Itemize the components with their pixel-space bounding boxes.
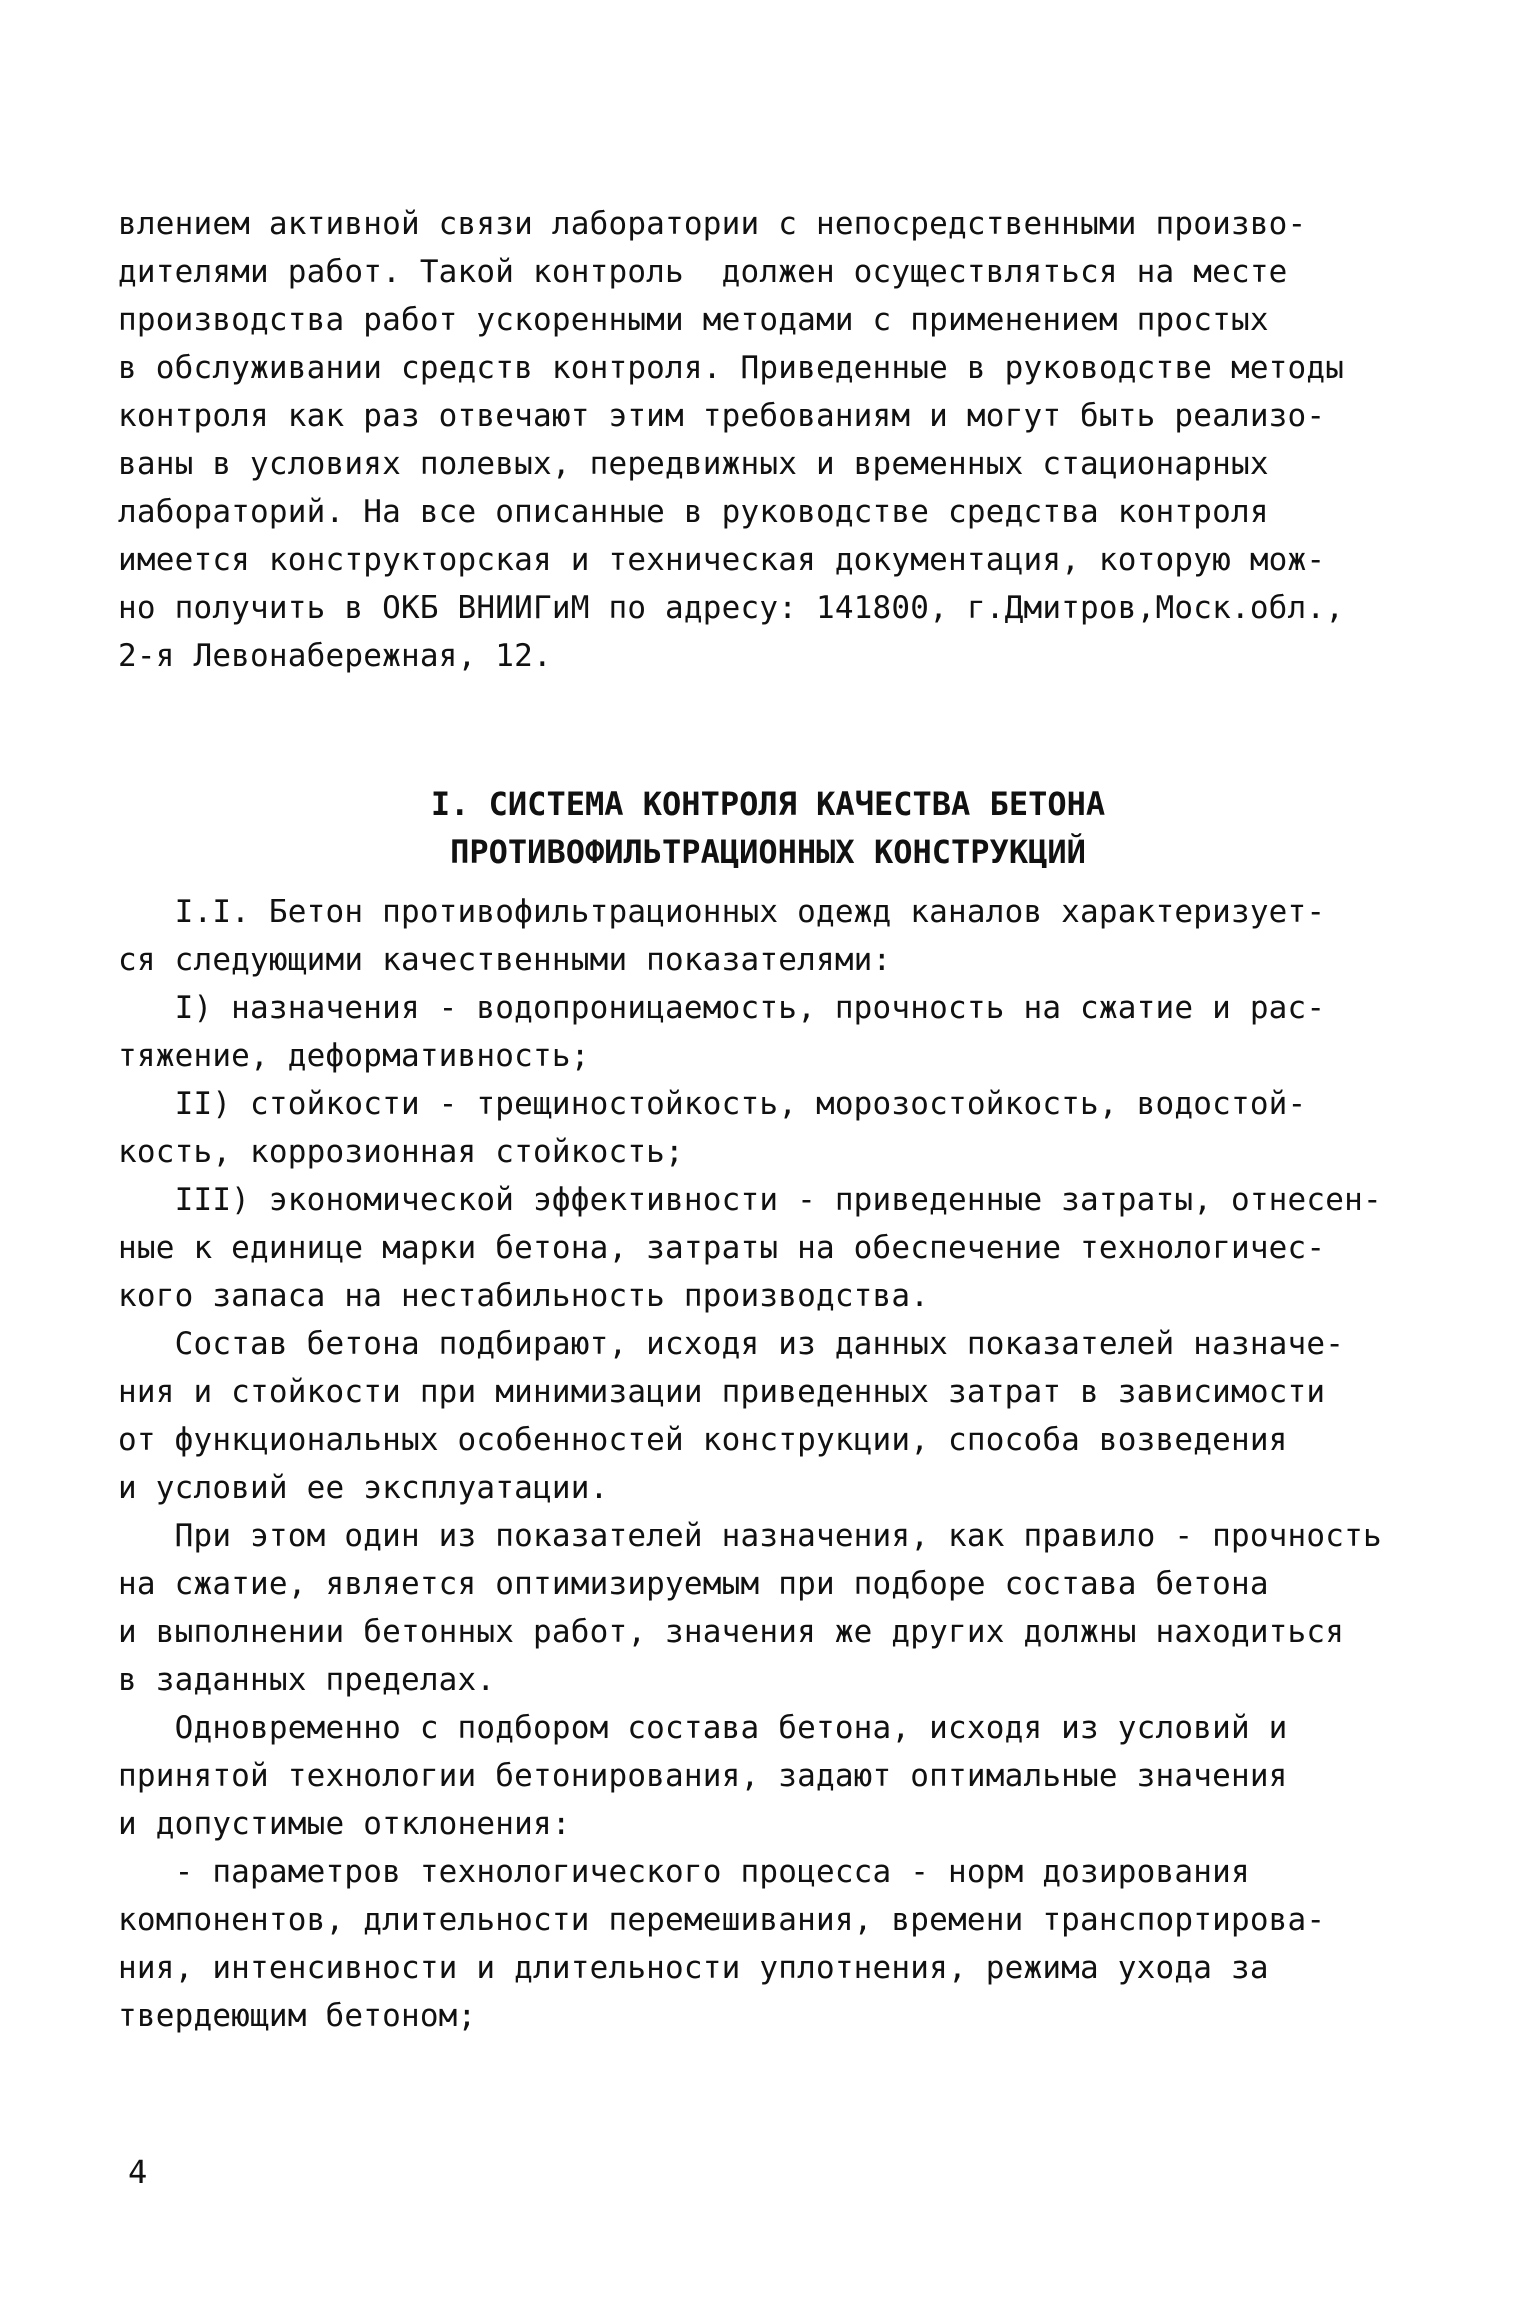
text-line: но получить в ОКБ ВНИИГиМ по адресу: 141800, г.Дмитров,Моск.обл.,	[118, 590, 1345, 626]
text-line: ные к единице марки бетона, затраты на обеспечение технологичес-	[118, 1230, 1326, 1266]
text-line: ваны в условиях полевых, передвижных и временных стационарных	[118, 446, 1269, 482]
text-line: ся следующими качественными показателями:	[118, 942, 892, 978]
text-line: влением активной связи лаборатории с непосредственными произво-	[118, 206, 1307, 242]
text-line: - параметров технологического процесса - норм дозирования	[118, 1854, 1250, 1890]
text-line: I) назначения - водопроницаемость, прочность на сжатие и рас-	[118, 990, 1326, 1026]
text-line: лабораторий. На все описанные в руководстве средства контроля	[118, 494, 1269, 530]
text-line: в обслуживании средств контроля. Приведенные в руководстве методы	[118, 350, 1345, 386]
text-line: от функциональных особенностей конструкции, способа возведения	[118, 1422, 1288, 1458]
section-heading-line-2: ПРОТИВОФИЛЬТРАЦИОННЫХ КОНСТРУКЦИЙ	[450, 833, 1086, 871]
text-line: на сжатие, является оптимизируемым при подборе состава бетона	[118, 1566, 1269, 1602]
text-line: I.I. Бетон противофильтрационных одежд каналов характеризует-	[118, 894, 1326, 930]
text-line: III) экономической эффективности - приведенные затраты, отнесен-	[118, 1182, 1382, 1218]
text-line: в заданных пределах.	[118, 1662, 496, 1698]
text-line: имеется конструкторская и техническая документация, которую мож-	[118, 542, 1326, 578]
text-line: и выполнении бетонных работ, значения же других должны находиться	[118, 1614, 1345, 1650]
text-line: кость, коррозионная стойкость;	[118, 1134, 684, 1170]
text-line: ния и стойкости при минимизации приведенных затрат в зависимости	[118, 1374, 1326, 1410]
text-line: и допустимые отклонения:	[118, 1806, 571, 1842]
text-line: тяжение, деформативность;	[118, 1038, 590, 1074]
text-line: Одновременно с подбором состава бетона, исходя из условий и	[118, 1710, 1288, 1746]
text-line: II) стойкости - трещиностойкость, морозостойкость, водостой-	[118, 1086, 1307, 1122]
page-number: 4	[128, 2153, 148, 2191]
text-line: и условий ее эксплуатации.	[118, 1470, 609, 1506]
text-line: твердеющим бетоном;	[118, 1998, 477, 2034]
section-heading	[118, 780, 1418, 876]
section-body	[118, 888, 1438, 2040]
intro-paragraph	[118, 200, 1438, 680]
text-line: При этом один из показателей назначения, как правило - прочность	[118, 1518, 1382, 1554]
text-line: 2-я Левонабережная, 12.	[118, 638, 552, 674]
text-line: производства работ ускоренными методами с применением простых	[118, 302, 1269, 338]
text-line: компонентов, длительности перемешивания, времени транспортирова-	[118, 1902, 1326, 1938]
text-line: Состав бетона подбирают, исходя из данных показателей назначе-	[118, 1326, 1345, 1362]
text-line: кого запаса на нестабильность производства.	[118, 1278, 930, 1314]
text-line: дителями работ. Такой контроль должен осуществляться на месте	[118, 254, 1288, 290]
text-line: принятой технологии бетонирования, задают оптимальные значения	[118, 1758, 1288, 1794]
text-line: ния, интенсивности и длительности уплотнения, режима ухода за	[118, 1950, 1269, 1986]
text-line: контроля как раз отвечают этим требованиям и могут быть реализо-	[118, 398, 1326, 434]
section-heading-line-1: I. СИСТЕМА КОНТРОЛЯ КАЧЕСТВА БЕТОНА	[430, 785, 1106, 823]
